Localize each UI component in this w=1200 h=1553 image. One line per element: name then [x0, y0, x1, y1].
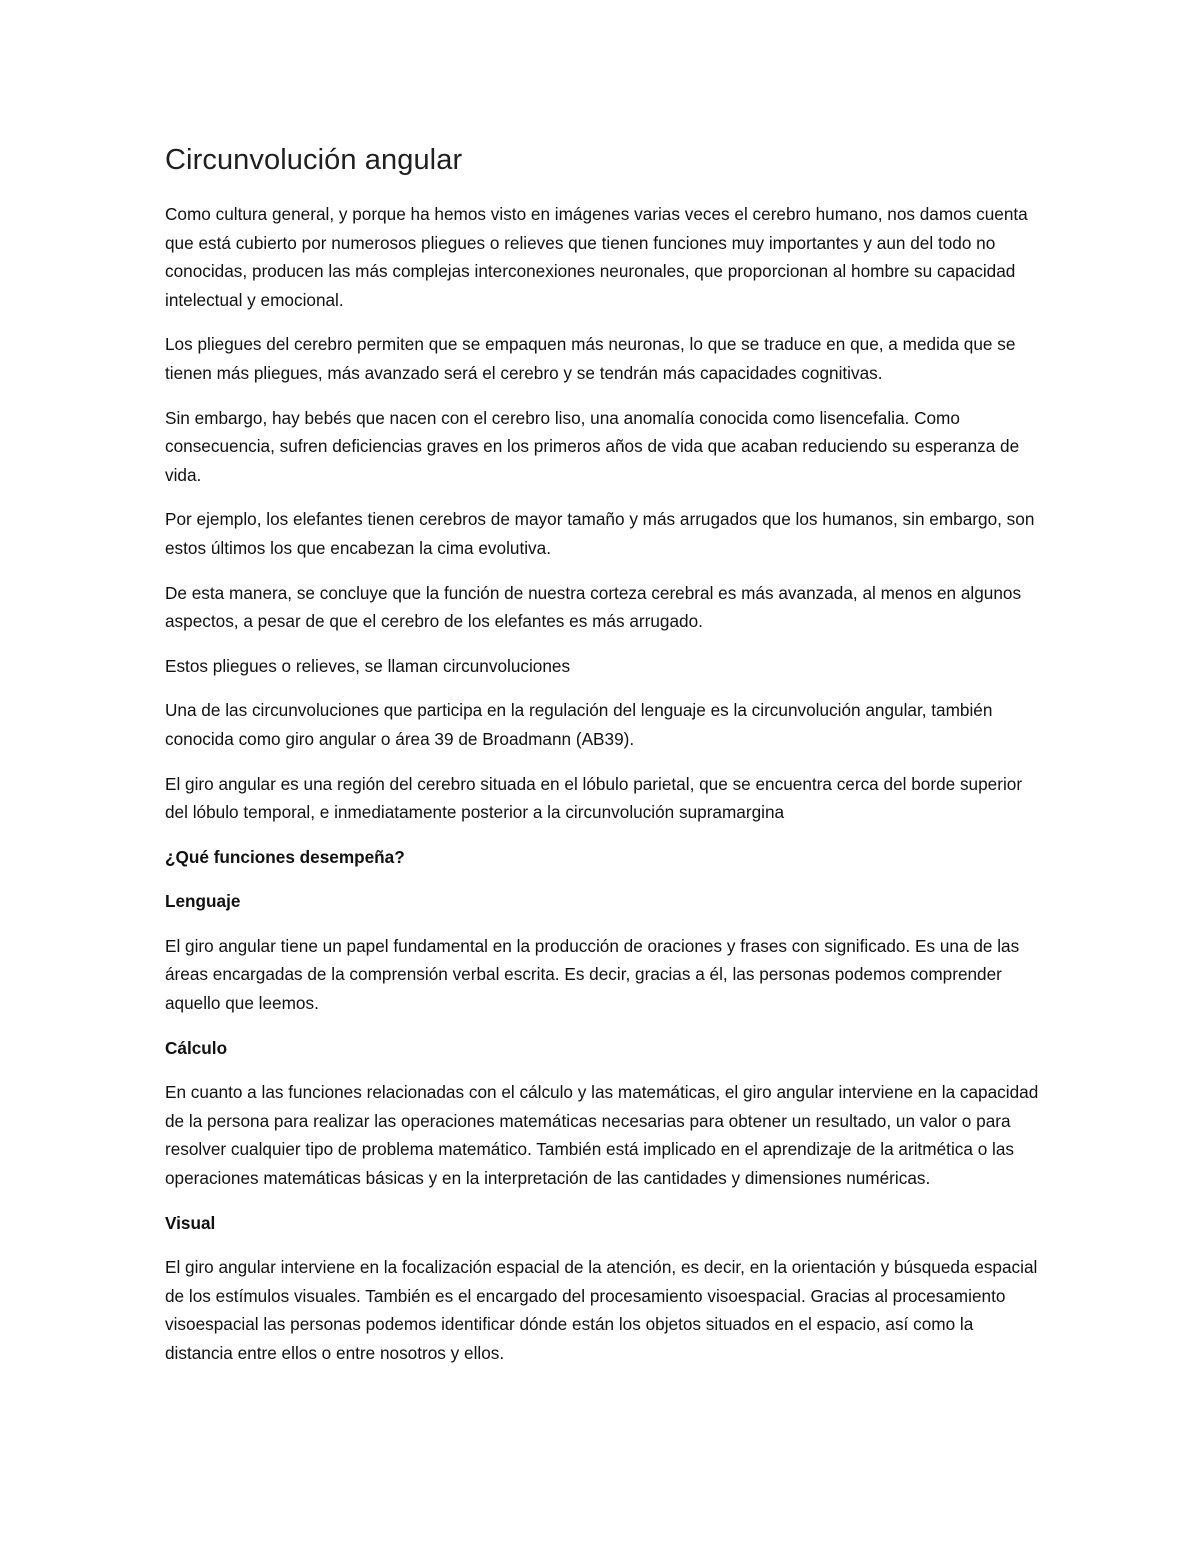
- angular-gyrus-intro-paragraph: Una de las circunvoluciones que participa en la regulación del lenguaje es la circunvolución angular, también conocida como giro angular o área 39 de Broadmann (AB39).: [165, 700, 993, 749]
- section-heading-calculo: Cálculo: [165, 1037, 228, 1058]
- section-text-calculo: En cuanto a las funciones relacionadas con el cálculo y las matemáticas, el giro angular interviene en la capacidad de la persona para realizar las operaciones matemáticas necesarias para obtener un resultado, un valor o para resolver cualquier tipo de problema matemático. También está implicado en el aprendizaje de la aritmética o las operaciones matemáticas básicas y en la interpretación de las cantidades y dimensiones numéricas.: [165, 1082, 1039, 1189]
- elephants-paragraph: Por ejemplo, los elefantes tienen cerebros de mayor tamaño y más arrugados que los humanos, sin embargo, son estos últimos los que encabezan la cima evolutiva.: [165, 509, 1035, 558]
- location-paragraph: El giro angular es una región del cerebro situada en el lóbulo parietal, que se encuentra cerca del borde superior del lóbulo temporal, e inmediatamente posterior a la circunvolución supramargina: [165, 773, 1023, 823]
- functions-question-heading: ¿Qué funciones desempeña?: [165, 846, 405, 867]
- document-title: Circunvolución angular: [165, 144, 463, 176]
- folds-paragraph: Los pliegues del cerebro permiten que se empaquen más neuronas, lo que se traduce en que, a medida que se tienen más pliegues, más avanzado será el cerebro y se tendrán más capacidades cognitivas.: [165, 334, 1016, 383]
- intro-paragraph: Como cultura general, y porque ha hemos visto en imágenes varias veces el cerebro humano, nos damos cuenta que está cubierto por numerosos pliegues o relieves que tienen funciones muy importantes y aun del todo no conocidas, producen las más complejas interconexiones neuronales, que proporcionan al hombre su capacidad intelectual y emocional.: [165, 204, 1028, 310]
- section-heading-lenguaje: Lenguaje: [165, 891, 241, 912]
- conclusion-paragraph: De esta manera, se concluye que la función de nuestra corteza cerebral es más avanzada, al menos en algunos aspectos, a pesar de que el cerebro de los elefantes es más arrugado.: [165, 582, 1022, 632]
- section-text-visual: El giro angular interviene en la focalización espacial de la atención, es decir, en la orientación y búsqueda espacial de los estímulos visuales. También es el encargado del procesamiento visoespacial. Gracias al procesamiento visoespacial las personas podemos identificar dónde están los objetos situados en el espacio, así como la distancia entre ellos o entre nosotros y ellos.: [165, 1257, 1038, 1363]
- circumvolutions-paragraph: Estos pliegues o relieves, se llaman circunvoluciones: [165, 655, 571, 676]
- section-text-lenguaje: El giro angular tiene un papel fundamental en la producción de oraciones y frases con significado. Es una de las áreas encargadas de la comprensión verbal escrita. Es decir, gracias a él, las personas podemos comprender aquello que leemos.: [165, 935, 1020, 1014]
- section-heading-visual: Visual: [165, 1212, 216, 1233]
- lissencephaly-paragraph: Sin embargo, hay bebés que nacen con el cerebro liso, una anomalía conocida como lisencefalia. Como consecuencia, sufren deficiencias graves en los primeros años de vida que acaban reduciendo su esperanza de vida.: [165, 407, 1020, 485]
